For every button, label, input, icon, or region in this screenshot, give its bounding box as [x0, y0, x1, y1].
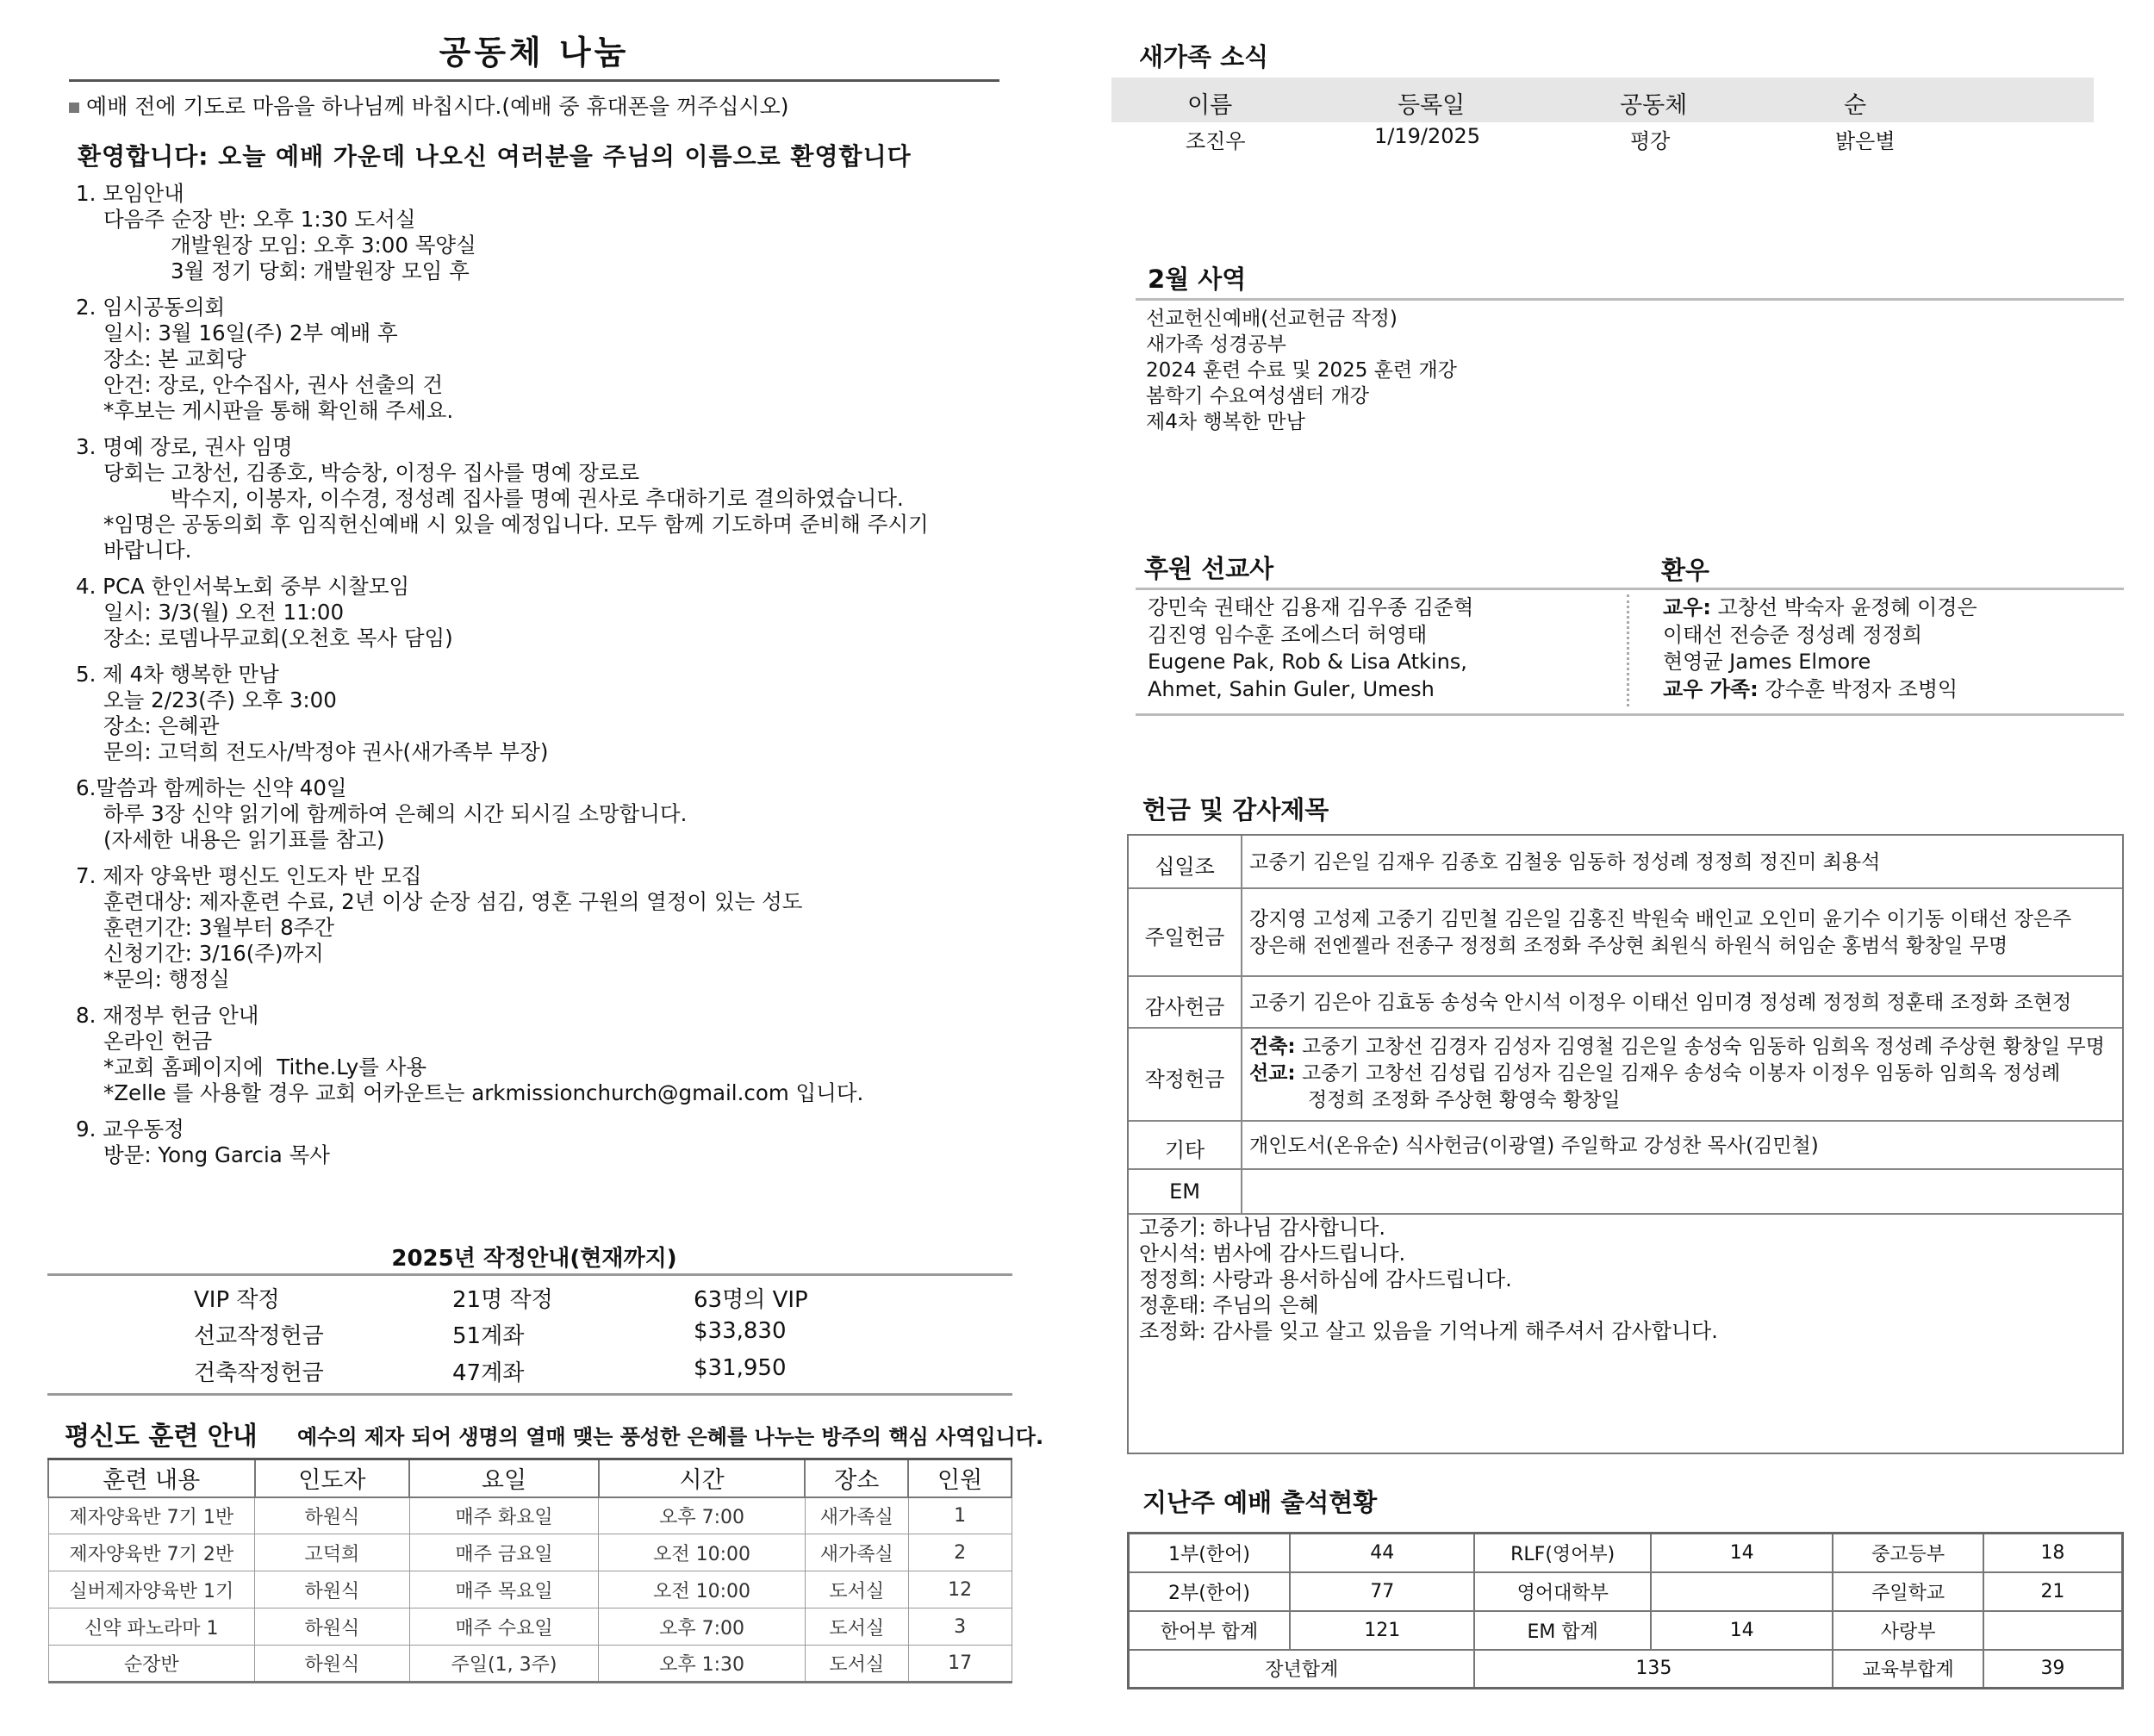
offering-row	[1129, 977, 2122, 1029]
announcement-line: 장소: 로뎀나무교회(오천호 목사 담임)	[103, 625, 453, 650]
table-cell: 오전 10:00	[599, 1534, 806, 1571]
offering-names	[1249, 1034, 2105, 1114]
offering-row	[1129, 836, 2122, 889]
table-cell: 하원식	[255, 1571, 410, 1608]
newfamily-group: 밝은별	[1835, 129, 1896, 153]
february-title: 2월 사역	[1148, 264, 1247, 294]
newfamily-title: 새가족 소식	[1139, 42, 1269, 72]
attendance-label: 영어대학부	[1474, 1572, 1651, 1611]
missionary-title: 후원 선교사	[1144, 554, 1274, 583]
announcement-line: 훈련기간: 3월부터 8주간	[103, 915, 335, 940]
missionary-list	[1148, 594, 1473, 703]
pledge-amount: $33,830	[694, 1318, 787, 1344]
education-total-value: 39	[1983, 1650, 2123, 1689]
education-total-label: 교육부합계	[1833, 1650, 1983, 1689]
announcement-line: *문의: 행정실	[103, 967, 230, 992]
table-cell: 오후 7:00	[599, 1497, 806, 1534]
attendance-row	[1129, 1534, 2123, 1572]
table-cell: 오후 1:30	[599, 1646, 806, 1683]
offering-table	[1127, 834, 2124, 1454]
thanks-item: 안시석: 범사에 감사드립니다.	[1139, 1241, 1406, 1266]
table-cell: 도서실	[805, 1646, 908, 1683]
table-cell: 도서실	[805, 1608, 908, 1646]
thanks-item: 고중기: 하나님 감사합니다.	[1139, 1216, 1385, 1240]
missionary-line: Ahmet, Sahin Guler, Umesh	[1148, 676, 1435, 701]
attendance-total-row	[1129, 1650, 2123, 1689]
table-cell: 새가족실	[805, 1534, 908, 1571]
announcement-item	[76, 775, 1024, 853]
sick-title: 환우	[1661, 556, 1710, 585]
announcement-line: 장소: 본 교회당	[103, 346, 246, 371]
newfamily-row	[1111, 124, 2094, 155]
mission-pledge-names: 고중기 고창선 김성립 김성자 김은일 김재우 송성숙 이봉자 이정우 임동하 임희옥 정성례	[1295, 1062, 2061, 1085]
column-header: 훈련 내용	[48, 1459, 255, 1497]
offering-row-divider	[1241, 1170, 1242, 1215]
announcement-item	[76, 181, 1024, 284]
announcement-item	[76, 863, 1024, 992]
notice-text: 예배 전에 기도로 마음을 하나님께 바칩시다.(예배 중 휴대폰을 꺼주십시오)	[86, 94, 789, 119]
offering-names-line: 강지영 고성제 고중기 김민철 김은일 김홍진 박원숙 배인교 오인미 윤기수 이기동 이태선 장은주	[1249, 908, 2072, 930]
column-header: 인원	[908, 1459, 1012, 1497]
attendance-label: 1부(한어)	[1129, 1534, 1290, 1572]
february-item: 봄학기 수요여성샘터 개강	[1146, 385, 1370, 408]
sick-line	[1663, 622, 1977, 650]
table-row	[48, 1534, 1012, 1571]
offering-row-label: 십일조	[1155, 855, 1215, 879]
pledge-label: 선교작정헌금	[194, 1323, 324, 1349]
pledge-divider-bottom	[47, 1393, 1012, 1396]
sick-line-text: 현영균 James Elmore	[1663, 650, 1871, 674]
table-cell: 2	[908, 1534, 1012, 1571]
offering-row-divider	[1241, 977, 1242, 1029]
offering-row-label: 주일헌금	[1144, 925, 1225, 949]
table-row	[48, 1608, 1012, 1646]
attendance-label: EM 합계	[1474, 1611, 1651, 1650]
table-cell: 순장반	[48, 1646, 255, 1683]
attendance-count: 121	[1290, 1611, 1474, 1650]
offering-names	[1249, 1133, 1819, 1160]
build-pledge-names: 고중기 고창선 김경자 김성자 김영철 김은일 송성숙 임동하 임희옥 정성례 주상현 황창일 무명	[1295, 1036, 2105, 1058]
sick-line-label: 교우:	[1663, 595, 1711, 619]
announcement-line: 하루 3장 신약 읽기에 함께하여 은혜의 시간 되시길 소망합니다.	[103, 801, 688, 826]
table-cell: 12	[908, 1571, 1012, 1608]
pledge-count: 21명 작정	[452, 1287, 553, 1313]
table-cell: 하원식	[255, 1646, 410, 1683]
announcement-item	[76, 434, 1024, 563]
missionary-line: 김진영 임수훈 조에스더 허영태	[1148, 622, 1428, 647]
announcement-heading: 3. 명예 장로, 권사 임명	[76, 434, 293, 459]
newfamily-col-header: 등록일	[1398, 92, 1466, 119]
table-cell: 새가족실	[805, 1497, 908, 1534]
newfamily-name: 조진우	[1186, 129, 1246, 153]
attendance-count: 14	[1651, 1534, 1833, 1572]
sick-list	[1663, 594, 1977, 703]
table-cell: 매주 화요일	[409, 1497, 599, 1534]
announcement-item	[76, 574, 1024, 651]
pledge-row	[47, 1279, 1012, 1313]
welcome-heading: 환영합니다: 오늘 예배 가운데 나오신 여러분을 주님의 이름으로 환영합니다	[78, 142, 912, 171]
attendance-count: 14	[1651, 1611, 1833, 1650]
table-cell: 매주 수요일	[409, 1608, 599, 1646]
table-cell: 실버제자양육반 1기	[48, 1571, 255, 1608]
announcement-heading: 9. 교우동정	[76, 1117, 184, 1142]
offering-names-line: 장은해 전엔젤라 전종구 정정희 조정화 주상현 최원식 하원식 허임순 홍범석 황창일 무명	[1249, 935, 2008, 957]
offering-row-label: 감사헌금	[1144, 995, 1225, 1019]
announcement-line: *후보는 게시판을 통해 확인해 주세요.	[103, 398, 454, 423]
thanks-item: 조정화: 감사를 잊고 살고 있음을 기억나게 해주셔서 감사합니다.	[1139, 1319, 1718, 1343]
february-list	[1146, 306, 1457, 435]
missionary-line: Eugene Pak, Rob & Lisa Atkins,	[1148, 650, 1467, 674]
training-title: 평신도 훈련 안내	[65, 1422, 258, 1452]
missionary-line: 강민숙 권태산 김용재 김우종 김준혁	[1148, 595, 1474, 619]
column-header: 장소	[805, 1459, 908, 1497]
newfamily-community: 평강	[1630, 129, 1671, 153]
attendance-row	[1129, 1572, 2123, 1611]
announcement-heading: 1. 모임안내	[76, 181, 184, 206]
training-table-body	[48, 1497, 1012, 1683]
announcement-line: 방문: Yong Garcia 목사	[103, 1142, 330, 1167]
pledge-title: 2025년 작정안내(현재까지)	[391, 1246, 677, 1272]
announcement-line: 문의: 고덕희 전도사/박정야 권사(새가족부 부장)	[103, 739, 549, 764]
column-divider	[1627, 594, 1629, 706]
table-cell: 제자양육반 7기 1반	[48, 1497, 255, 1534]
pledge-divider-top	[47, 1273, 1012, 1276]
pledge-count: 47계좌	[452, 1360, 525, 1386]
announcement-line: 일시: 3/3(월) 오전 11:00	[103, 600, 345, 625]
pledge-amount: 63명의 VIP	[694, 1287, 808, 1313]
offering-row-divider	[1241, 889, 1242, 977]
table-cell: 제자양육반 7기 2반	[48, 1534, 255, 1571]
newfamily-date: 1/19/2025	[1374, 124, 1481, 148]
sick-line	[1663, 676, 1977, 704]
pledge-amount: $31,950	[694, 1355, 787, 1381]
table-cell: 1	[908, 1497, 1012, 1534]
attendance-count	[1983, 1611, 2123, 1650]
offering-row-divider	[1241, 1122, 1242, 1170]
announcement-line: 박수지, 이봉자, 이수경, 정성례 집사를 명예 권사로 추대하기로 결의하였습니다.	[171, 486, 904, 511]
table-cell: 주일(1, 3주)	[409, 1646, 599, 1683]
table-cell: 도서실	[805, 1571, 908, 1608]
newfamily-col-header: 순	[1844, 92, 1867, 119]
offering-row	[1129, 1029, 2122, 1122]
sick-line-label: 교우 가족:	[1663, 676, 1759, 701]
training-table	[47, 1458, 1012, 1683]
announcement-line: 개발원장 모임: 오후 3:00 목양실	[171, 233, 476, 258]
table-cell: 매주 목요일	[409, 1571, 599, 1608]
thanks-list	[1139, 1215, 1718, 1344]
table-cell: 17	[908, 1646, 1012, 1683]
announcement-line: 오늘 2/23(주) 오후 3:00	[103, 688, 337, 712]
mission-pledge-line	[1249, 1061, 2105, 1087]
title-divider	[69, 79, 999, 82]
announcement-line: 다음주 순장 반: 오후 1:30 도서실	[103, 207, 416, 232]
missionary-divider-top	[1136, 588, 2124, 590]
thanks-item: 정훈태: 주님의 은혜	[1139, 1293, 1319, 1317]
table-cell: 신약 파노라마 1	[48, 1608, 255, 1646]
pledge-label: 건축작정헌금	[194, 1360, 324, 1386]
square-bullet-icon	[69, 103, 79, 113]
table-row	[48, 1646, 1012, 1683]
offering-row-divider	[1241, 836, 1242, 889]
column-header: 시간	[599, 1459, 806, 1497]
announcement-item	[76, 662, 1024, 765]
offering-row-label: 작정헌금	[1144, 1067, 1225, 1092]
attendance-count: 18	[1983, 1534, 2123, 1572]
newfamily-col-header: 이름	[1187, 92, 1233, 119]
build-pledge-line	[1249, 1034, 2105, 1061]
announcement-line: 3월 정기 당회: 개발원장 모임 후	[171, 258, 470, 283]
offering-names	[1249, 906, 2071, 960]
announcement-line: *Zelle 를 사용할 경우 교회 어카운트는 arkmissionchurch@gmail.com 입니다.	[103, 1080, 864, 1105]
february-item: 선교헌신예배(선교헌금 작정)	[1146, 308, 1398, 330]
attendance-label: RLF(영어부)	[1474, 1534, 1651, 1572]
pledge-label: VIP 작정	[194, 1287, 280, 1313]
announcement-line: (자세한 내용은 읽기표를 참고)	[103, 827, 385, 852]
announcement-list	[76, 181, 1024, 1179]
pledge-row	[47, 1352, 1012, 1386]
announcement-line: 안건: 장로, 안수집사, 권사 선출의 건	[103, 372, 444, 397]
table-cell: 하원식	[255, 1497, 410, 1534]
attendance-row	[1129, 1611, 2123, 1650]
announcement-heading: 6.말씀과 함께하는 신약 40일	[76, 775, 347, 800]
announcement-line: *교회 홈페이지에 Tithe.Ly를 사용	[103, 1055, 426, 1080]
mission-pledge-line-continued: 정정희 조정화 주상현 황영숙 황창일	[1308, 1089, 1621, 1111]
february-item: 새가족 성경공부	[1146, 333, 1286, 356]
announcement-line: 온라인 헌금	[103, 1029, 213, 1054]
february-divider	[1136, 298, 2124, 301]
announcement-line: 장소: 은혜관	[103, 713, 220, 738]
offering-names-line: 개인도서(온유순) 식사헌금(이광열) 주일학교 강성찬 목사(김민철)	[1249, 1134, 1819, 1157]
announcement-heading: 2. 임시공동의회	[76, 295, 226, 320]
offering-row	[1129, 889, 2122, 977]
table-row	[48, 1497, 1012, 1534]
column-header: 인도자	[255, 1459, 410, 1497]
sick-line	[1663, 649, 1977, 676]
training-description: 예수의 제자 되어 생명의 열매 맺는 풍성한 은혜를 나누는 방주의 핵심 사역입니다.	[297, 1425, 1044, 1449]
attendance-label: 한어부 합계	[1129, 1611, 1290, 1650]
announcement-line: 일시: 3월 16일(주) 2부 예배 후	[103, 320, 398, 345]
announcement-line: 훈련대상: 제자훈련 수료, 2년 이상 순장 섬김, 영혼 구원의 열정이 있는 성도	[103, 889, 803, 914]
attendance-count: 44	[1290, 1534, 1474, 1572]
table-header-row	[48, 1459, 1012, 1497]
offering-row-divider	[1241, 1029, 1242, 1122]
sick-line-text: 강수훈 박정자 조병익	[1758, 676, 1958, 701]
pledge-row	[47, 1315, 1012, 1349]
table-cell: 하원식	[255, 1608, 410, 1646]
table-cell: 3	[908, 1608, 1012, 1646]
announcement-item	[76, 295, 1024, 424]
announcement-line: 신청기간: 3/16(주)까지	[103, 941, 324, 966]
offering-names-line: 고중기 김은일 김재우 김종호 김철웅 임동하 정성례 정정희 정진미 최용석	[1249, 850, 1881, 874]
sick-line	[1663, 594, 1977, 622]
table-cell: 오전 10:00	[599, 1571, 806, 1608]
attendance-title: 지난주 예배 출석현황	[1142, 1488, 1378, 1517]
announcement-heading: 8. 재정부 헌금 안내	[76, 1003, 259, 1028]
offering-names	[1249, 990, 2071, 1017]
offering-names	[1249, 849, 1880, 876]
missionary-divider-bottom	[1136, 713, 2124, 716]
page-title: 공동체 나눔	[439, 34, 630, 72]
offering-title: 헌금 및 감사제목	[1142, 795, 1329, 824]
announcement-line: 바랍니다.	[103, 538, 192, 563]
build-pledge-label: 건축:	[1249, 1036, 1296, 1058]
february-item: 제4차 행복한 만남	[1146, 411, 1305, 433]
offering-row-label: 기타	[1164, 1138, 1205, 1162]
table-cell: 고덕희	[255, 1534, 410, 1571]
thanks-item: 정정희: 사랑과 용서하심에 감사드립니다.	[1139, 1267, 1512, 1291]
adult-total-label: 장년합계	[1129, 1650, 1475, 1689]
attendance-label: 2부(한어)	[1129, 1572, 1290, 1611]
attendance-table-body	[1129, 1534, 2123, 1689]
worship-notice	[69, 90, 789, 121]
newfamily-header	[1111, 78, 2094, 122]
attendance-count: 21	[1983, 1572, 2123, 1611]
attendance-label: 주일학교	[1833, 1572, 1983, 1611]
offering-row-label: EM	[1169, 1179, 1200, 1204]
announcement-heading: 5. 제 4차 행복한 만남	[76, 662, 279, 687]
february-item: 2024 훈련 수료 및 2025 훈련 개강	[1146, 359, 1457, 382]
pledge-count: 51계좌	[452, 1323, 525, 1349]
attendance-label: 중고등부	[1833, 1534, 1983, 1572]
attendance-count: 77	[1290, 1572, 1474, 1611]
offering-row	[1129, 1170, 2122, 1215]
sick-line-text: 이태선 전승준 정성례 정정희	[1663, 622, 1923, 647]
adult-total-value: 135	[1474, 1650, 1833, 1689]
sick-line-text: 고창선 박숙자 윤정혜 이경은	[1710, 595, 1977, 619]
newfamily-col-header: 공동체	[1620, 92, 1688, 119]
attendance-count	[1651, 1572, 1833, 1611]
offering-row	[1129, 1122, 2122, 1170]
attendance-label: 사랑부	[1833, 1611, 1983, 1650]
table-row	[48, 1571, 1012, 1608]
announcement-line: 당회는 고창선, 김종호, 박승창, 이정우 집사를 명예 장로로	[103, 460, 640, 485]
announcement-line: *임명은 공동의회 후 임직헌신예배 시 있을 예정입니다. 모두 함께 기도하며 준비해 주시기	[103, 512, 929, 537]
offering-names-line: 고중기 김은아 김효동 송성숙 안시석 이정우 이태선 임미경 정성례 정정희 정훈태 조정화 조현정	[1249, 991, 2072, 1014]
mission-pledge-label: 선교:	[1249, 1062, 1296, 1085]
announcement-item	[76, 1003, 1024, 1106]
table-cell: 오후 7:00	[599, 1608, 806, 1646]
table-cell: 매주 금요일	[409, 1534, 599, 1571]
announcement-heading: 4. PCA 한인서북노회 중부 시찰모임	[76, 574, 410, 599]
attendance-table	[1127, 1532, 2124, 1689]
announcement-heading: 7. 제자 양육반 평신도 인도자 반 모집	[76, 863, 422, 888]
announcement-item	[76, 1117, 1024, 1168]
column-header: 요일	[409, 1459, 599, 1497]
